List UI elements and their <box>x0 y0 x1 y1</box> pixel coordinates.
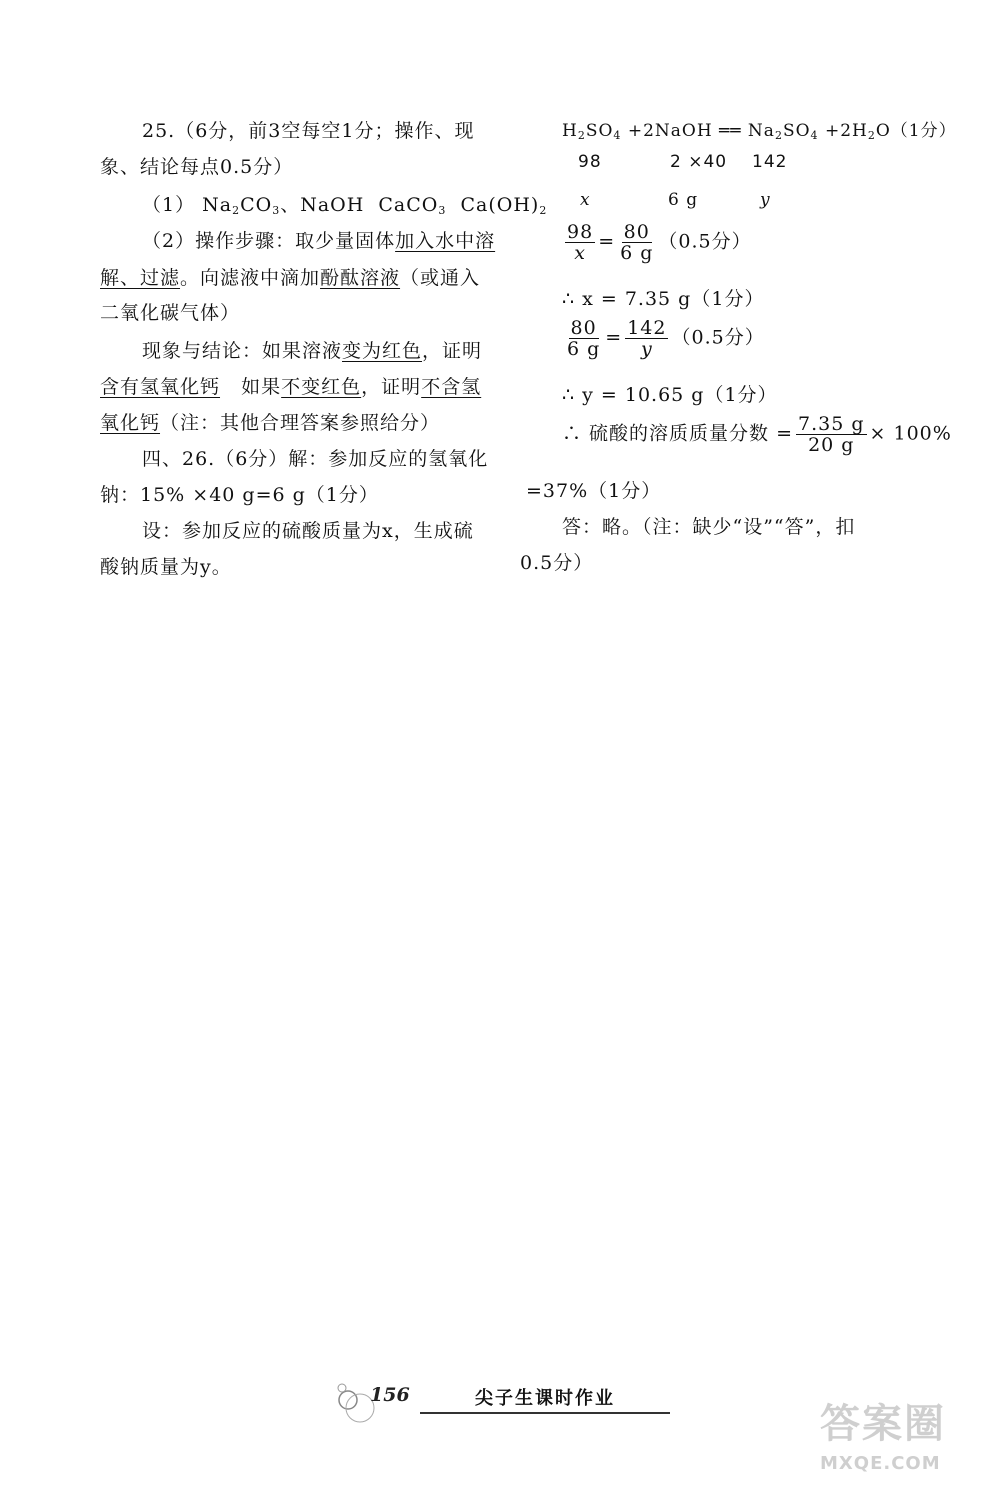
part2-text: （2）操作步骤：取少量固体 <box>142 230 396 252</box>
denominator: 6 g <box>620 242 654 264</box>
numerator: 142 <box>627 317 667 339</box>
underlined-answer: 酚酞溶液 <box>320 267 401 289</box>
part1-answer: $Na_2CO_3$、NaOH CaCO$_3$ $Ca(OH)_2$ <box>202 194 548 217</box>
watermark-text: 答案圈 <box>820 1401 946 1447</box>
text: ∴ 硫酸的溶质质量分数 = <box>562 422 793 445</box>
fraction <box>565 318 602 359</box>
text: × 100% <box>869 422 952 445</box>
denominator: y <box>640 338 653 360</box>
q26-naoh-mass: 钠：15% ×40 g=6 g（1分） <box>100 484 379 506</box>
var-naoh-mass: 6 g <box>668 190 699 210</box>
equals: = <box>598 230 616 253</box>
underlined-answer: 变为红色 <box>342 340 423 362</box>
text: ，证明 <box>361 376 422 398</box>
text: ，证明 <box>422 340 483 362</box>
var-y: y <box>760 190 771 210</box>
chemical-equation: $H_2SO_4$ +2NaOH ══ $Na_2SO_4 +2H_2O(1$分） <box>562 121 957 142</box>
fraction <box>618 222 655 263</box>
fraction <box>796 414 867 455</box>
watermark-url: MXQE.COM <box>820 1453 941 1474</box>
denominator: 6 g <box>567 338 601 360</box>
part1-label: （1） <box>142 194 196 216</box>
denominator: x <box>574 242 586 264</box>
text: 如果 <box>241 376 282 398</box>
q25-part2-line2 <box>100 263 480 290</box>
var-x: x <box>580 190 591 210</box>
equals: = <box>605 326 623 349</box>
text: 现象与结论：如果溶液 <box>142 340 343 362</box>
q26-let: 设：参加反应的硫酸质量为x，生成硫 <box>142 520 474 542</box>
score: （0.5分） <box>671 326 765 349</box>
footer-rule <box>420 1412 670 1414</box>
underlined-answer: 不含氢 <box>421 376 482 398</box>
q26-let-cont: 酸钠质量为y。 <box>100 556 232 578</box>
fraction <box>625 318 668 359</box>
molar-mass-h2so4: 98 <box>578 152 602 172</box>
q25-header: 25.（6分，前3空每空1分；操作、现 <box>142 120 475 142</box>
molar-mass-na2so4: 142 <box>752 152 788 172</box>
answer-note-cont: 0.5分） <box>520 552 594 574</box>
q25-phenomenon-line1 <box>142 336 482 363</box>
score: （0.5分） <box>658 230 752 253</box>
proportion-2 <box>562 318 765 359</box>
fraction <box>565 222 595 263</box>
denominator: 20 g <box>808 434 855 456</box>
answer-note: 答：略。（注：缺少“设”“答”，扣 <box>562 516 856 538</box>
underlined-answer: 含有氢氧化钙 <box>100 376 221 398</box>
watermark-logo <box>820 1392 990 1492</box>
page-number: 156 <box>370 1384 410 1406</box>
proportion-1 <box>562 222 752 263</box>
numerator: 98 <box>567 221 594 243</box>
q26-header: 四、26.（6分）解：参加反应的氢氧化 <box>142 448 489 470</box>
numerator: 80 <box>570 317 597 339</box>
underlined-answer: 解、过滤 <box>100 267 181 289</box>
result-x: ∴ x = 7.35 g（1分） <box>562 288 765 310</box>
q25-phenomenon-line2 <box>100 372 481 399</box>
q25-header-cont: 象、结论每点0.5分） <box>100 156 294 178</box>
underlined-answer: 氧化钙 <box>100 412 161 434</box>
q25-part2-line3: 二氧化碳气体） <box>100 302 241 324</box>
underlined-answer: 不变红色 <box>281 376 362 398</box>
part2-text: （或通入 <box>400 267 481 289</box>
note: （注：其他合理答案参照给分） <box>160 412 441 434</box>
result-percent: =37%（1分） <box>526 480 662 502</box>
q25-part2-line1 <box>142 226 495 253</box>
result-y: ∴ y = 10.65 g（1分） <box>562 384 778 406</box>
mass-fraction <box>562 414 952 455</box>
molar-mass-naoh: 2 ×40 <box>670 152 728 172</box>
numerator: 7.35 g <box>798 413 865 435</box>
numerator: 80 <box>623 221 650 243</box>
page-footer <box>330 1378 670 1428</box>
q25-part1 <box>142 190 547 217</box>
book-title: 尖子生课时作业 <box>475 1388 615 1409</box>
underlined-answer: 加入水中溶 <box>395 230 496 252</box>
part2-text: 。向滤液中滴加 <box>180 267 321 289</box>
q25-phenomenon-line3 <box>100 408 440 435</box>
